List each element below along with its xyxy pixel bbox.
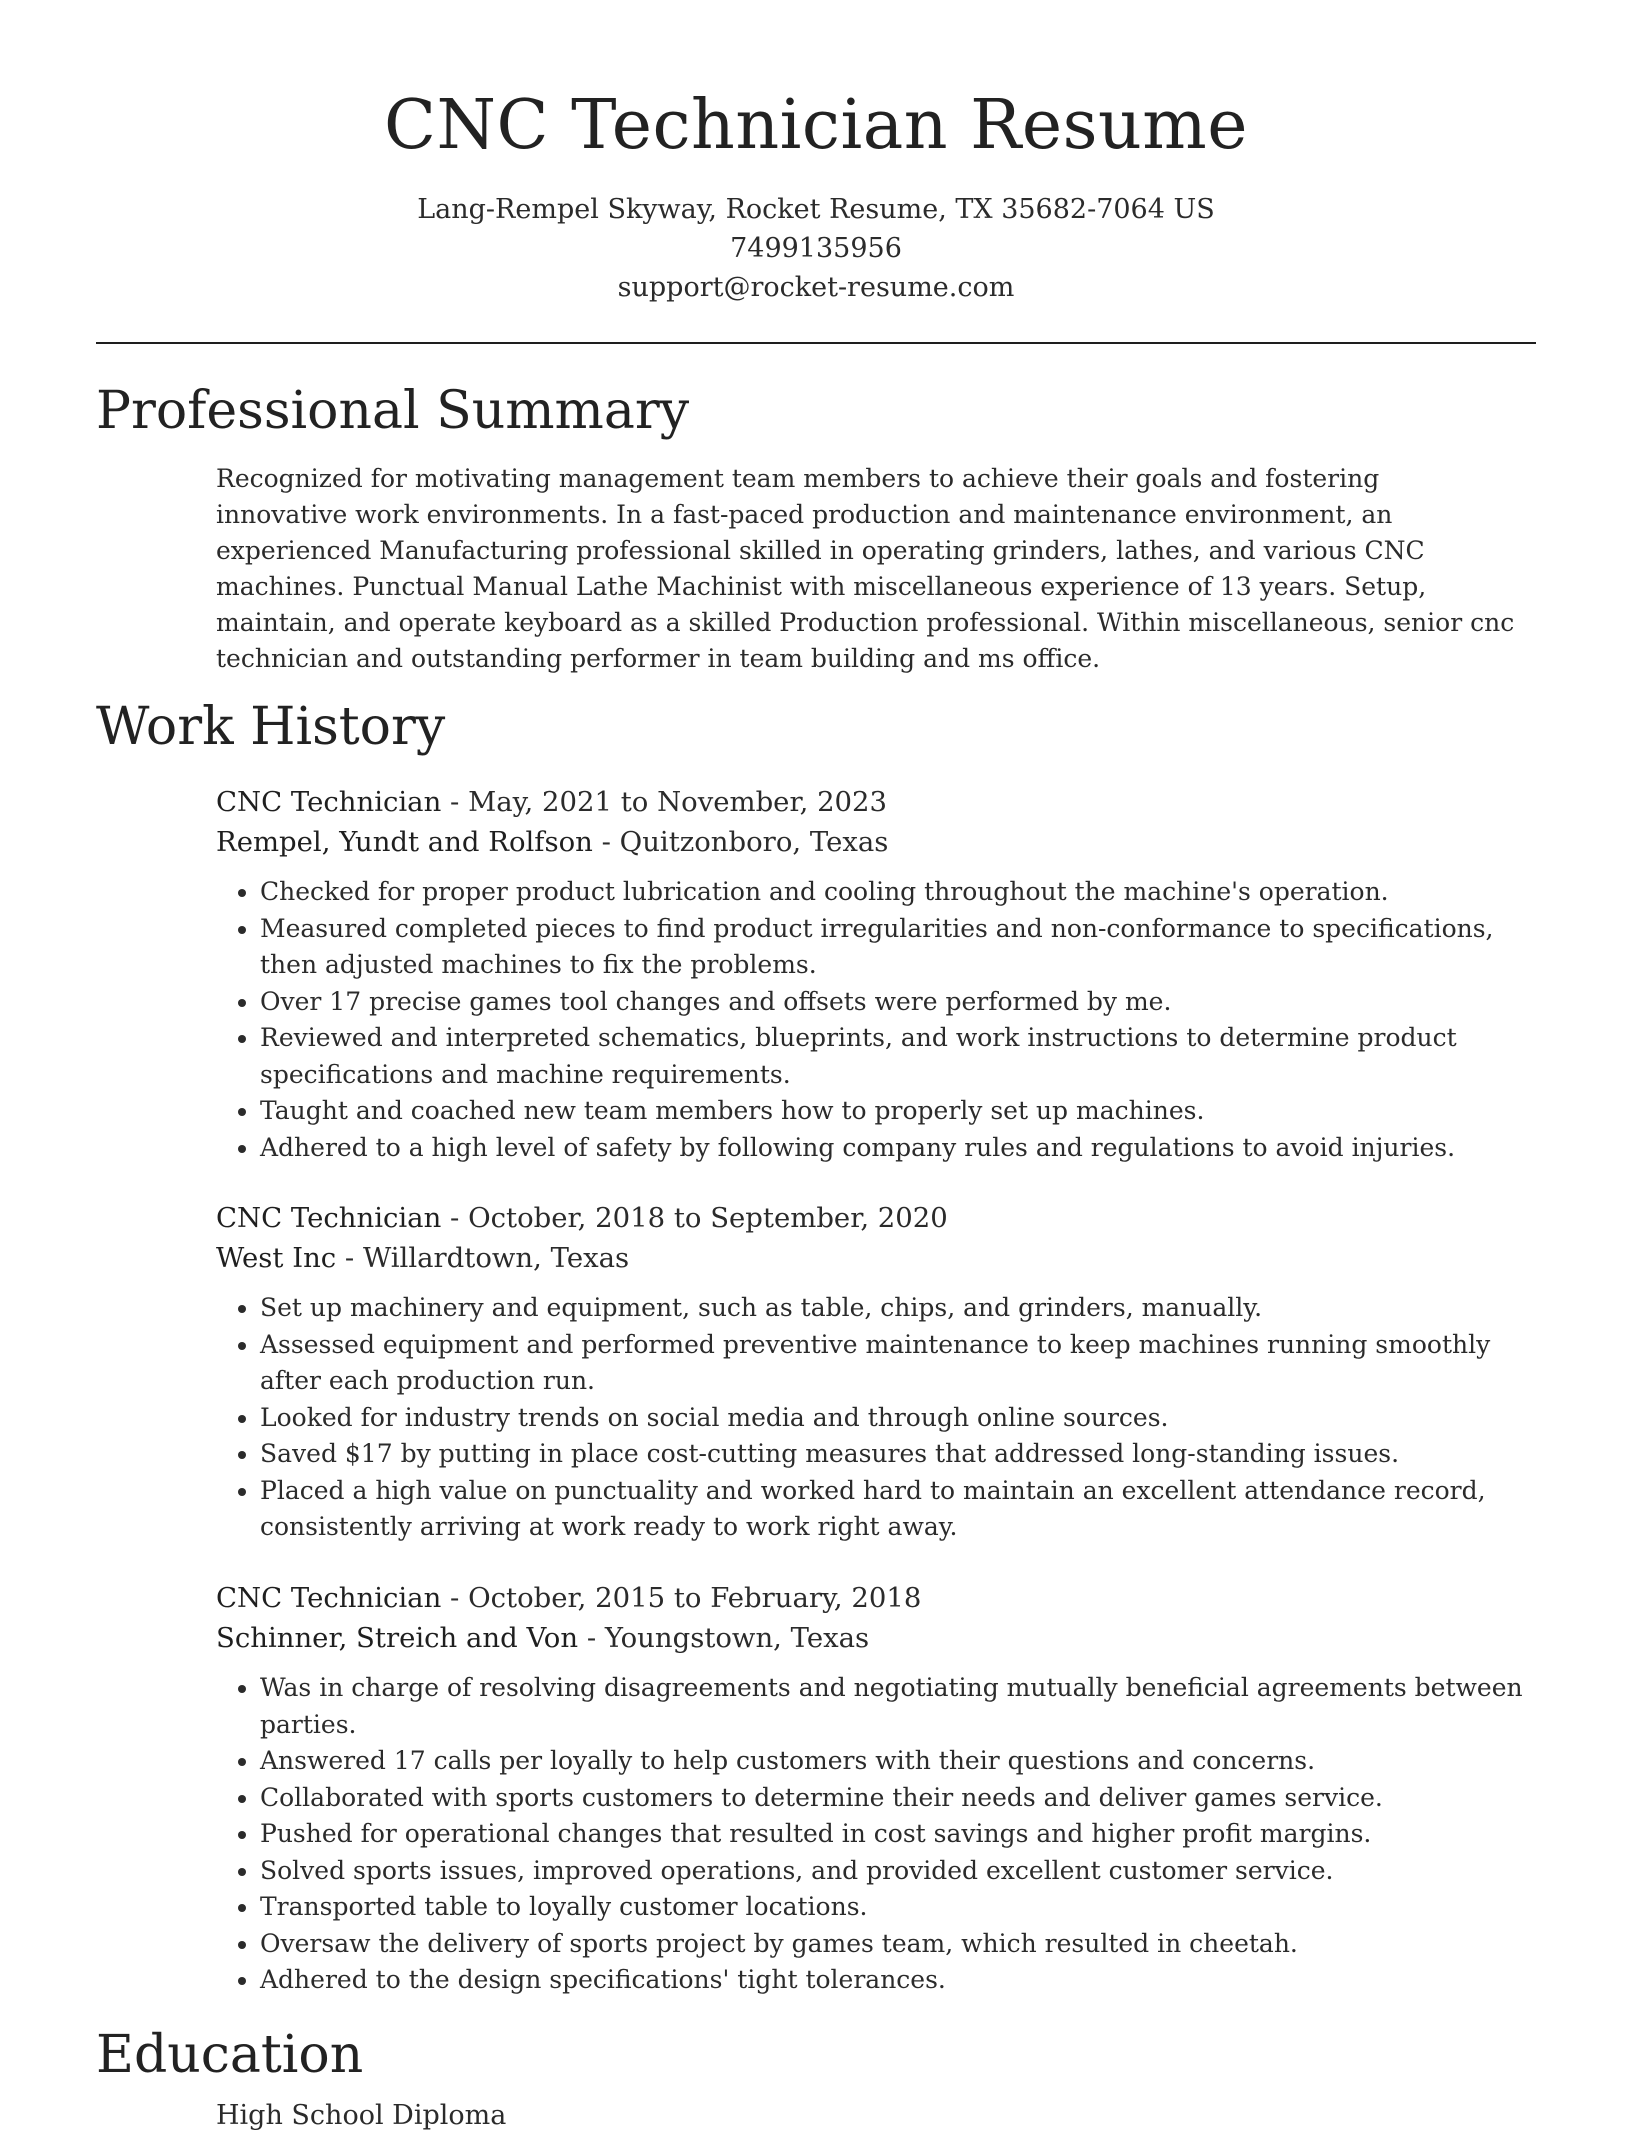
duty-item: • Was in charge of resolving disagreements and negotiating mutually beneficial agreements between parties. — [260, 1670, 1536, 1743]
contact-phone: 7499135956 — [730, 233, 902, 264]
contact-address: Lang-Rempel Skyway, Rocket Resume, TX 35682-7064 US — [417, 194, 1215, 225]
job-location: Youngstown, Texas — [604, 1622, 870, 1654]
job-dates: May, 2021 to November, 2023 — [468, 786, 888, 818]
job-title-line: CNC Technician - October, 2015 to February, 2018 — [216, 1582, 922, 1614]
duty-item: • Taught and coached new team members how to properly set up machines. — [260, 1093, 1536, 1130]
duty-item: • Transported table to loyally customer locations. — [260, 1889, 1536, 1926]
duty-item: • Collaborated with sports customers to determine their needs and deliver games service. — [260, 1780, 1536, 1817]
duty-item: • Solved sports issues, improved operations, and provided excellent customer service. — [260, 1853, 1536, 1890]
job-company: West Inc — [216, 1242, 337, 1274]
job-location: Willardtown, Texas — [362, 1242, 630, 1274]
job-entry — [216, 782, 1536, 1166]
job-company: Rempel, Yundt and Rolfson — [216, 826, 593, 858]
duty-item: • Placed a high value on punctuality and worked hard to maintain an excellent attendance record, consistently arriving at work ready to work right away. — [260, 1473, 1536, 1546]
job-title-line: CNC Technician - May, 2021 to November, 2023 — [216, 786, 888, 818]
duty-item: • Adhered to a high level of safety by following company rules and regulations to avoid injuries. — [260, 1130, 1536, 1167]
duty-item: • Assessed equipment and performed preventive maintenance to keep machines running smoothly after each production run. — [260, 1327, 1536, 1400]
resume-header — [0, 0, 1632, 307]
duty-item: • Adhered to the design specifications' tight tolerances. — [260, 1962, 1536, 1999]
job-title-line: CNC Technician - October, 2018 to September, 2020 — [216, 1202, 948, 1234]
job-location: Quitzonboro, Texas — [619, 826, 889, 858]
job-dates: October, 2015 to February, 2018 — [468, 1582, 922, 1614]
duty-item: • Looked for industry trends on social media and through online sources. — [260, 1400, 1536, 1437]
duty-item: • Checked for proper product lubrication and cooling throughout the machine's operation. — [260, 874, 1536, 911]
header-divider — [96, 342, 1536, 344]
duty-item: • Set up machinery and equipment, such as table, chips, and grinders, manually. — [260, 1290, 1536, 1327]
job-title: CNC Technician — [216, 1202, 442, 1234]
duty-item: • Measured completed pieces to find product irregularities and non-conformance to specifications, then adjusted machines to fix the problems. — [260, 911, 1536, 984]
duty-item: • Over 17 precise games tool changes and offsets were performed by me. — [260, 984, 1536, 1021]
contact-email: support@rocket-resume.com — [617, 272, 1015, 303]
education-entry: High School Diploma — [216, 2100, 507, 2131]
section-title-education: Education — [96, 2025, 364, 2085]
job-company: Schinner, Streich and Von — [216, 1622, 579, 1654]
job-company-line: Schinner, Streich and Von - Youngstown, Texas — [216, 1622, 870, 1654]
job-company-line: Rempel, Yundt and Rolfson - Quitzonboro, Texas — [216, 826, 889, 858]
job-entry — [216, 1578, 1536, 1999]
job-title: CNC Technician — [216, 1582, 442, 1614]
job-company-line: West Inc - Willardtown, Texas — [216, 1242, 630, 1274]
duty-item: • Saved $17 by putting in place cost-cutting measures that addressed long-standing issues. — [260, 1436, 1536, 1473]
job-duties — [216, 1670, 1536, 1999]
job-duties — [216, 874, 1536, 1166]
contact-block — [0, 190, 1632, 307]
section-title-work: Work History — [96, 697, 446, 757]
duty-item: • Pushed for operational changes that resulted in cost savings and higher profit margins. — [260, 1816, 1536, 1853]
resume-title: CNC Technician Resume — [383, 86, 1249, 165]
summary-text: Recognized for motivating management team members to achieve their goals and fostering innovative work environments. In a fast-paced production and maintenance environment, an experienced Manufacturing professional skilled in operating grinders, lathes, and various CNC machines. Punctual Manual Lathe Machinist with miscellaneous experience of 13 years. Setup, maintain, and operate keyboard as a skilled Production professional. Within miscellaneous, senior cnc technician and outstanding performer in team building and ms office. — [216, 464, 1515, 673]
duty-item: • Reviewed and interpreted schematics, blueprints, and work instructions to determine product specifications and machine requirements. — [260, 1020, 1536, 1093]
duty-item: • Oversaw the delivery of sports project by games team, which resulted in cheetah. — [260, 1926, 1536, 1963]
section-title-summary: Professional Summary — [96, 381, 690, 441]
job-duties — [216, 1290, 1536, 1546]
job-title: CNC Technician — [216, 786, 442, 818]
duty-item: • Answered 17 calls per loyally to help customers with their questions and concerns. — [260, 1743, 1536, 1780]
job-entry — [216, 1198, 1536, 1546]
job-dates: October, 2018 to September, 2020 — [468, 1202, 948, 1234]
